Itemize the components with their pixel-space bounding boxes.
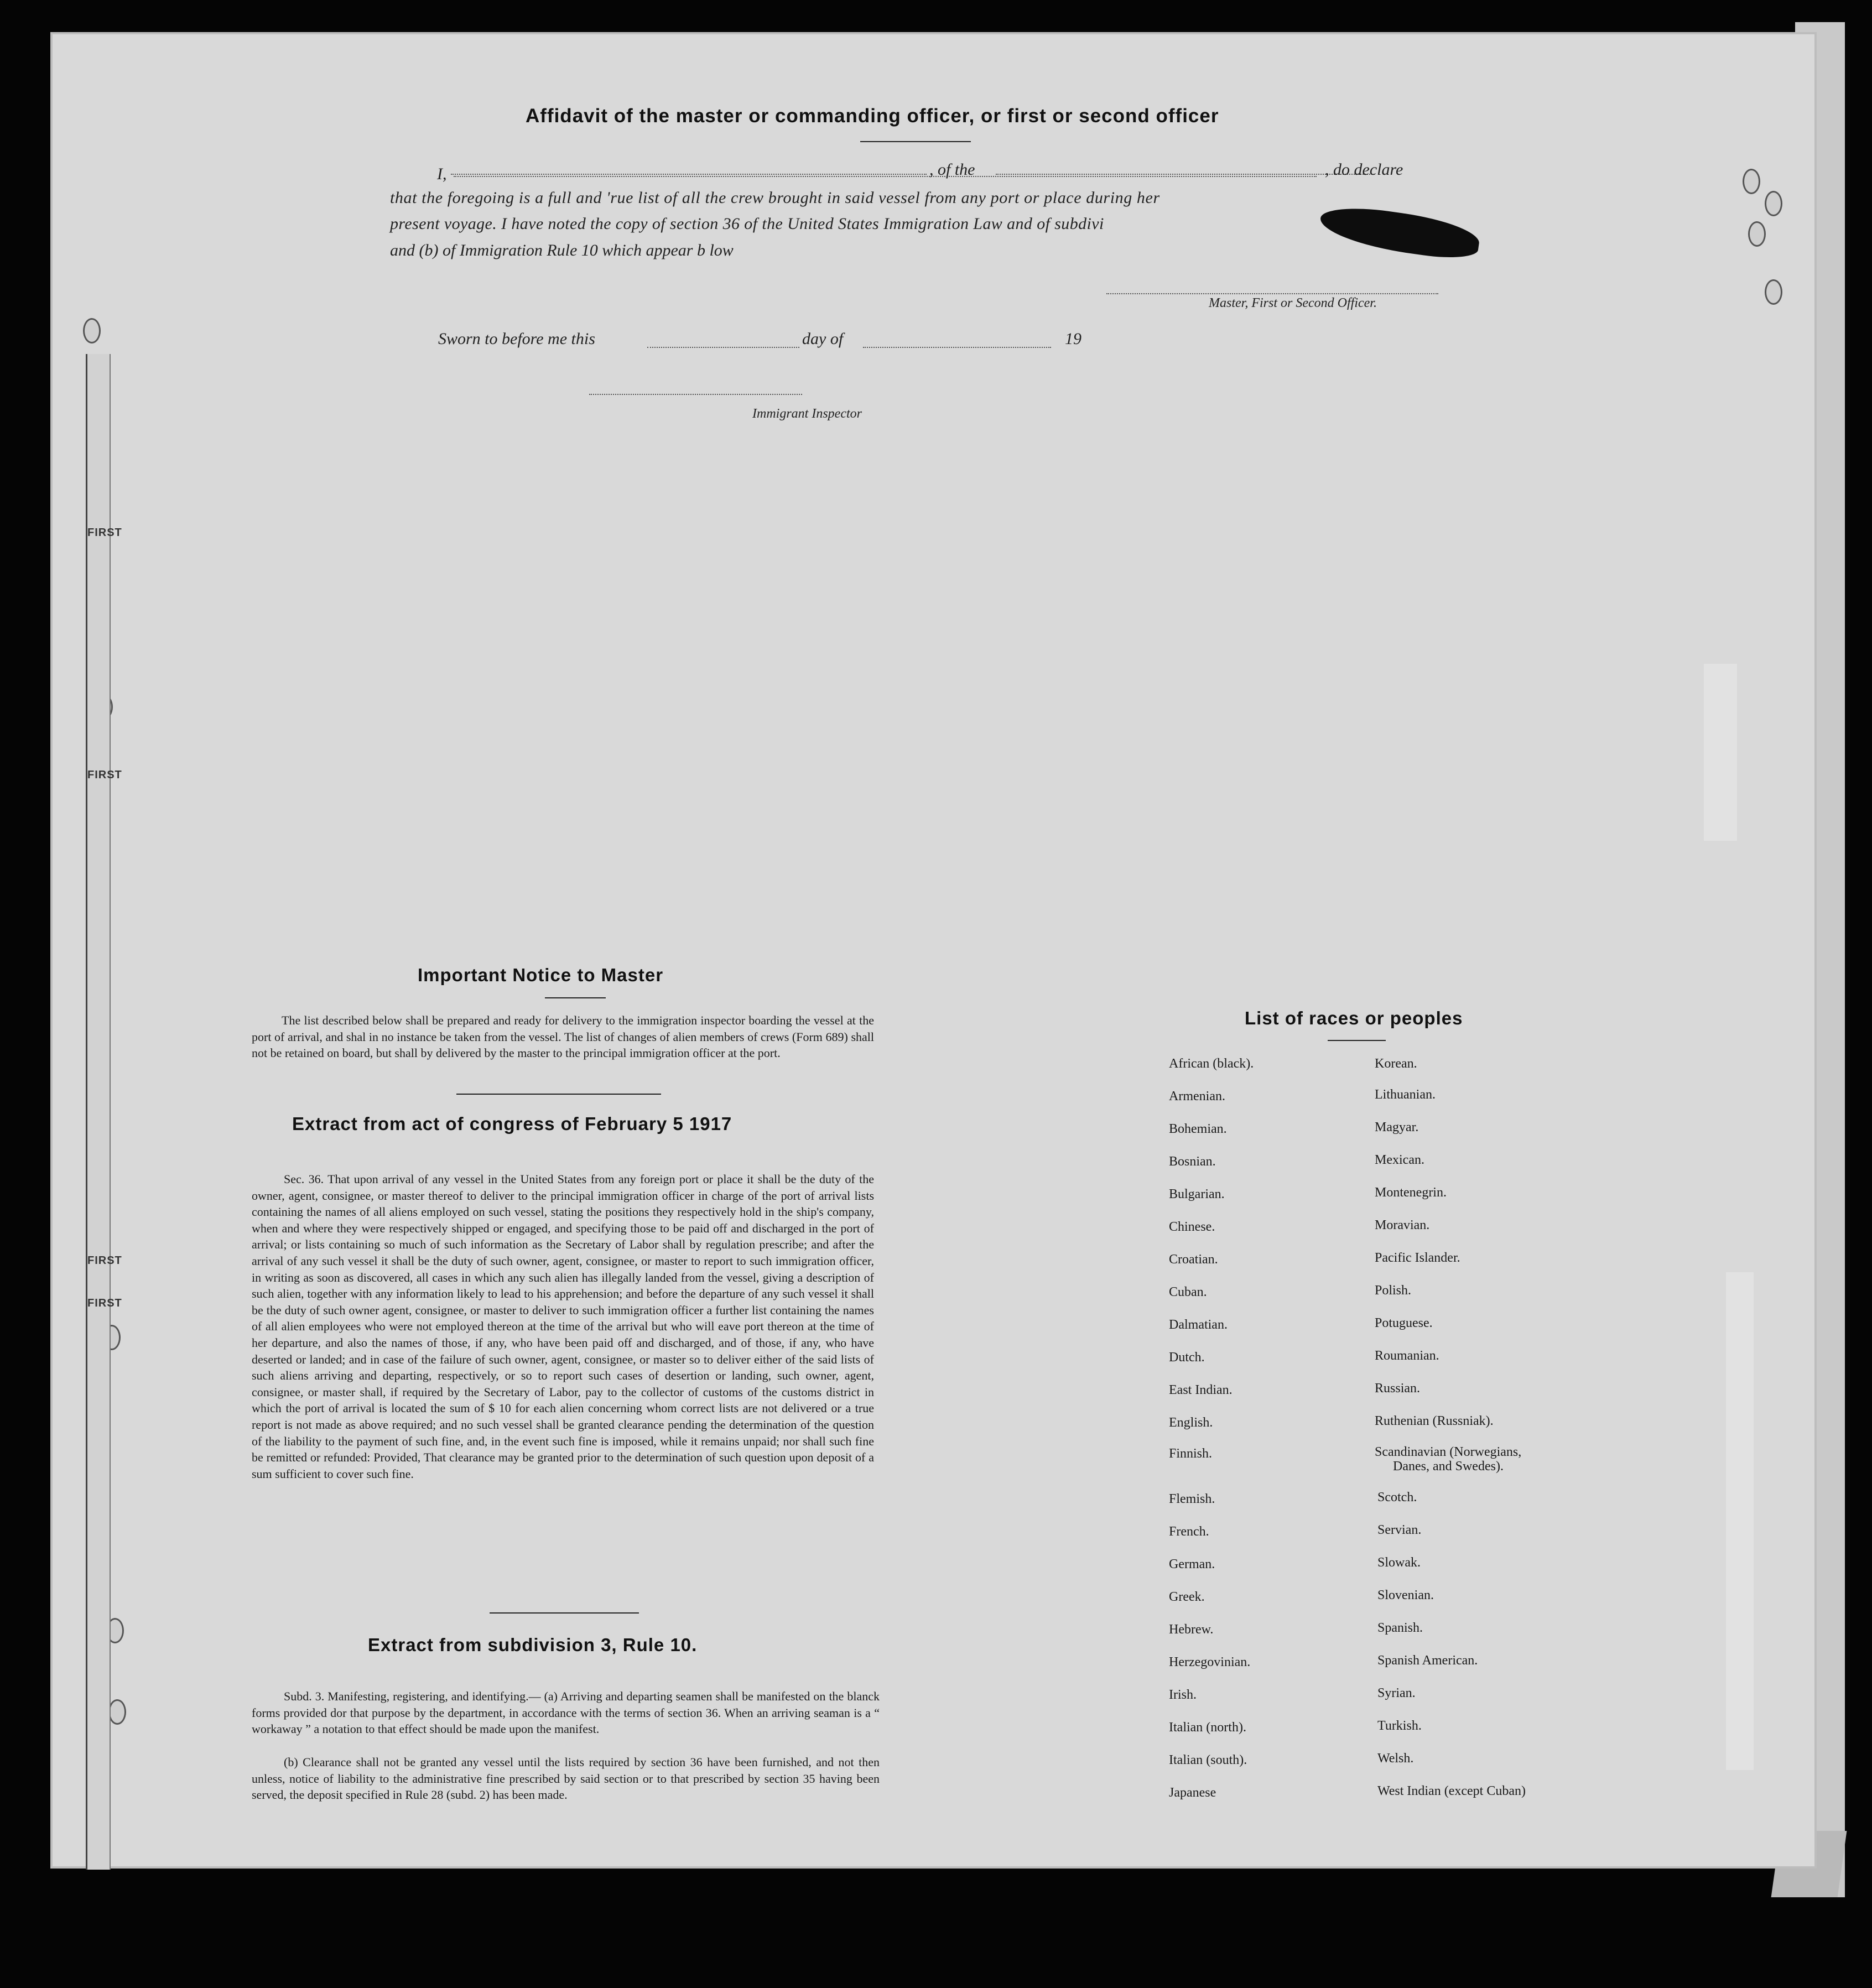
race-left: German. [1169, 1557, 1215, 1571]
binding-hole [1765, 279, 1782, 305]
race-left: Finnish. [1169, 1446, 1213, 1461]
race-left: Croatian. [1169, 1252, 1218, 1267]
declaration-I: I, [437, 165, 447, 183]
race-left: Japanese [1169, 1786, 1216, 1800]
master-signature-label: Master, First or Second Officer. [1209, 296, 1377, 310]
race-right: Syrian. [1377, 1686, 1416, 1700]
race-right: Montenegrin. [1375, 1185, 1447, 1200]
inspector-signature-line[interactable] [589, 394, 802, 395]
race-right: Lithuanian. [1375, 1087, 1436, 1102]
race-left: Greek. [1169, 1590, 1205, 1604]
race-right: Ruthenian (Russniak). [1375, 1414, 1494, 1428]
race-right: Turkish. [1377, 1719, 1422, 1733]
do-declare-text: , do declare [1325, 160, 1403, 179]
race-right: Roumanian. [1375, 1349, 1439, 1363]
notice-text: The list described below shall be prepared and ready for delivery to the immigration inspector boarding the vessel at the port of arrival, and shal in no instance be taken from the vessel. The list of changes of alien members of crews (Form 689) shall not be retained on board, but shall by delivered by the master to the principal immigration officer at the port. [252, 1013, 874, 1060]
binding-hole [1765, 191, 1782, 216]
race-left: Bulgarian. [1169, 1187, 1225, 1201]
race-left: Cuban. [1169, 1285, 1207, 1299]
race-right: Russian. [1375, 1381, 1421, 1396]
of-the-text: , of the [929, 160, 975, 179]
act-divider [490, 1612, 639, 1614]
left-tab-strip [86, 354, 111, 1870]
tab-label: FIRST [87, 1255, 122, 1267]
race-left: Italian (south). [1169, 1753, 1247, 1767]
race-right: Scotch. [1377, 1490, 1417, 1505]
races-title: List of races or peoples [1245, 1008, 1463, 1028]
declaration-line-3: present voyage. I have noted the copy of section 36 of the United States Immigration Law and of subdivi [390, 215, 1104, 233]
race-left: Bohemian. [1169, 1122, 1227, 1136]
race-right: Welsh. [1377, 1751, 1414, 1766]
race-left: Armenian. [1169, 1089, 1225, 1104]
sworn-year: 19 [1065, 330, 1081, 348]
vessel-field[interactable] [996, 174, 1375, 175]
binding-hole [1743, 169, 1760, 194]
race-right: Korean. [1375, 1057, 1417, 1071]
race-right: Spanish. [1377, 1621, 1423, 1635]
binding-hole [1748, 221, 1766, 247]
sworn-day-field[interactable] [647, 347, 799, 348]
race-right: Scandinavian (Norwegians, [1375, 1445, 1522, 1459]
rule-extract-title: Extract from subdivision 3, Rule 10. [368, 1635, 698, 1655]
notice-underline [545, 997, 606, 998]
race-left: Irish. [1169, 1688, 1197, 1702]
race-left: African (black). [1169, 1057, 1254, 1071]
race-left: Hebrew. [1169, 1622, 1214, 1637]
race-right: Pacific Islander. [1375, 1251, 1460, 1265]
race-right: Potuguese. [1375, 1316, 1433, 1330]
title-underline [860, 141, 971, 142]
race-right-continuation: Danes, and Swedes). [1393, 1459, 1504, 1474]
paper-crease [1704, 664, 1737, 841]
sworn-day-of: day of [802, 330, 844, 348]
affidavit-title: Affidavit of the master or commanding officer, or first or second officer [526, 105, 1219, 127]
rule-extract-text-a: Subd. 3. Manifesting, registering, and identifying.— (a) Arriving and departing seamen shall be manifested on the blanck forms provided dor that purpose by the department, in accordance with the terms of section 36. When an arriving seaman is a “ workaway ” a notation to that effect should be made upon the manifest. [252, 1689, 880, 1736]
paper-crease [1726, 1272, 1754, 1770]
race-right: Magyar. [1375, 1120, 1419, 1134]
act-extract-text: Sec. 36. That upon arrival of any vessel in the United States from any foreign port or place it shall be the duty of the owner, agent, consignee, or master thereof to deliver to the principal immigration officer in charge of the port of arrival lists containing the names of all aliens employed on such vessel, stating the positions they respectively hold in the ship's company, when and where they were respectively shipped or engaged, and specifying those to be paid off and discharged in the port of arrival; or lists containing so much of such information as the Secretary of Labor shall by regulation prescribe; and after the arrival of any such vessel it shall be the duty of such owner, agent, consignee, or master to report to such immigration officer, in writing as soon as discovered, all cases in which any such alien has illegally landed from the vessel, giving a description of such alien, together with any information likely to lead to his apprehension; and before the departure of any such vessel it shall be the duty of such owner agent, consignee, or master to deliver to such immigration officer a further list containing the names of all alien employees who were not employed thereon at the time of the arrival but who will eave port thereon at the time of her departure, and also the names of those, if any, who have been paid off and discharged, and of those, if any, who have deserted or landed; and in case of the failure of such owner, agent, consignee, or master so to deliver either of the said lists of such aliens arriving and departing, respectively, or so to report such cases of desertion or landing, such owner, agent, consignee, or master shall, if required by the Secretary of Labor, pay to the collector of customs of the customs district in which the port of arrival is located the sum of $ 10 for each alien concerning whom correct lists are not delivered or a true report is not made as above required; and no such vessel shall be granted clearance pending the determination of the question of the liability to the payment of such fine, and, in the event such fine is imposed, while it remains unpaid; nor shall such fine be remitted or refunded: Provided, That clearance may be granted prior to the determination of such question upon deposit of a sum sufficient to cover such fine. [252, 1172, 874, 1481]
race-right: Servian. [1377, 1523, 1422, 1537]
race-right: Spanish American. [1377, 1653, 1478, 1668]
race-right: Moravian. [1375, 1218, 1430, 1232]
tab-label: FIRST [87, 527, 122, 539]
tab-label: FIRST [87, 769, 122, 781]
race-left: East Indian. [1169, 1383, 1233, 1397]
race-left: Italian (north). [1169, 1720, 1246, 1735]
binding-hole [108, 1699, 126, 1725]
notice-divider [456, 1094, 661, 1095]
master-signature-line[interactable] [1106, 293, 1438, 294]
binding-hole [83, 318, 101, 344]
race-left: Flemish. [1169, 1492, 1215, 1506]
race-left: Dalmatian. [1169, 1318, 1228, 1332]
declaration-line-1-text [390, 160, 1441, 188]
race-right: Slovenian. [1377, 1588, 1434, 1602]
race-left: Herzegovinian. [1169, 1655, 1251, 1669]
races-underline [1328, 1040, 1386, 1041]
race-left: French. [1169, 1524, 1209, 1539]
name-field[interactable] [451, 174, 927, 175]
race-right: Polish. [1375, 1283, 1412, 1298]
sworn-text: Sworn to before me this [438, 330, 595, 348]
race-right: Slowak. [1377, 1555, 1421, 1570]
race-right: Mexican. [1375, 1153, 1424, 1167]
race-left: English. [1169, 1415, 1213, 1430]
rule-extract-text-b: (b) Clearance shall not be granted any vessel until the lists required by section 36 have been furnished, and not then unless, notice of liability to the administrative fine prescribed by said section or to that prescribed by section 35 having been served, the deposit specified in Rule 28 (subd. 2) has been made. [252, 1755, 880, 1802]
act-extract-title: Extract from act of congress of February 5 1917 [292, 1113, 732, 1134]
race-left: Chinese. [1169, 1220, 1215, 1234]
document-page [53, 34, 1814, 1866]
inspector-label: Immigrant Inspector [752, 407, 862, 421]
race-left: Bosnian. [1169, 1154, 1216, 1169]
declaration-line-2: that the foregoing is a full and 'rue list of all the crew brought in said vessel from any port or place during her [390, 189, 1160, 207]
race-left: Dutch. [1169, 1350, 1205, 1365]
sworn-month-field[interactable] [863, 347, 1051, 348]
declaration-line-4: and (b) of Immigration Rule 10 which appear b low [390, 241, 734, 259]
race-right: West Indian (except Cuban) [1377, 1784, 1526, 1798]
notice-title: Important Notice to Master [418, 965, 664, 985]
tab-label: FIRST [87, 1297, 122, 1309]
